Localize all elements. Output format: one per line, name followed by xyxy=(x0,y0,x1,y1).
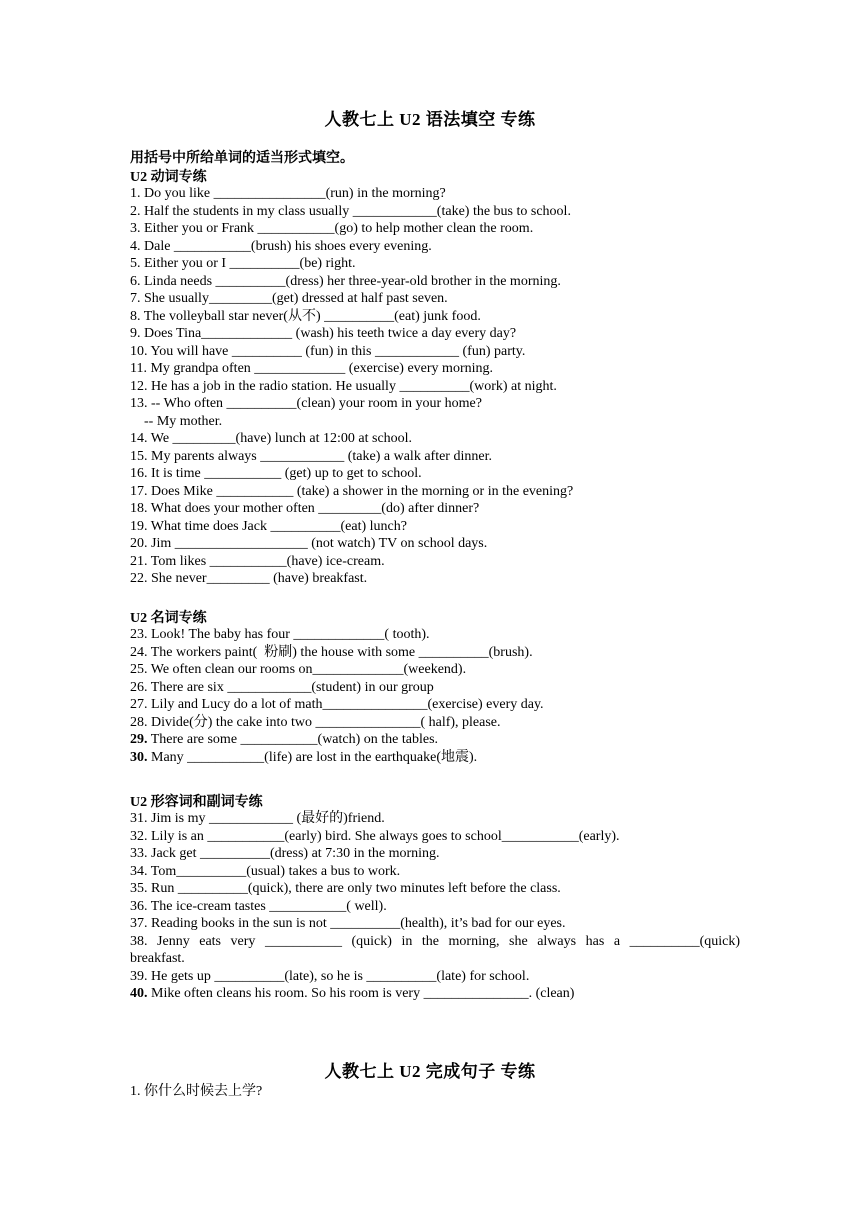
item-text: Many ___________(life) are lost in the earthquake(地震). xyxy=(147,749,478,765)
exercise-item: 13. -- Who often __________(clean) your room in your home? xyxy=(130,396,482,411)
adjective-adverb-exercise-list xyxy=(130,810,740,1003)
page-title: 人教七上 U2 语法填空 专练 xyxy=(324,110,536,129)
exercise-item xyxy=(130,749,740,767)
item-text: We often clean our rooms on_____________(weekend). xyxy=(147,662,467,677)
exercise-item: 14. We _________(have) lunch at 12:00 at school. xyxy=(130,431,413,446)
section-heading-adjectives-adverbs: U2 形容词和副词专练 xyxy=(130,795,263,810)
exercise-item: 3. Either you or Frank ___________(go) to help mother clean the room. xyxy=(130,221,534,236)
instruction: 用括号中所给单词的适当形式填空。 xyxy=(130,151,354,166)
exercise-item: 34. Tom__________(usual) takes a bus to work. xyxy=(130,863,401,879)
exercise-item xyxy=(130,661,740,679)
item-number: 26. xyxy=(130,679,148,695)
item-number: 25. xyxy=(130,662,148,677)
item-number: 28. xyxy=(130,714,148,730)
exercise-item xyxy=(130,644,740,662)
exercise-item: 12. He has a job in the radio station. He usually __________(work) at night. xyxy=(130,378,557,394)
exercise-item: 1. Do you like ________________(run) in the morning? xyxy=(130,186,446,201)
exercise-item: 22. She never_________ (have) breakfast. xyxy=(130,571,368,586)
exercise-item: 19. What time does Jack __________(eat) lunch? xyxy=(130,518,407,534)
exercise-item xyxy=(130,696,740,714)
exercise-item: 36. The ice-cream tastes ___________( well). xyxy=(130,898,387,914)
exercise-item: 5. Either you or I __________(be) right. xyxy=(130,256,356,271)
exercise-item: 16. It is time ___________ (get) up to get to school. xyxy=(130,466,422,481)
exercise-item xyxy=(130,731,740,749)
exercise-item: 6. Linda needs __________(dress) her three-year-old brother in the morning. xyxy=(130,273,561,289)
exercise-item: 17. Does Mike ___________ (take) a shower in the morning or in the evening? xyxy=(130,483,574,499)
exercise-item xyxy=(130,679,740,697)
item-text: Look! The baby has four _____________( tooth). xyxy=(147,627,430,642)
exercise-item: 37. Reading books in the sun is not __________(health), it’s bad for our eyes. xyxy=(130,916,566,931)
exercise-item: 9. Does Tina_____________ (wash) his teeth twice a day every day? xyxy=(130,326,517,341)
item-number: 40. xyxy=(130,986,148,1001)
noun-exercise-list xyxy=(130,626,740,766)
exercise-item: 18. What does your mother often _________(do) after dinner? xyxy=(130,501,480,516)
item-number: 23. xyxy=(130,627,148,642)
second-section-title: 人教七上 U2 完成句子 专练 xyxy=(324,1062,536,1081)
item-number: 27. xyxy=(130,697,148,712)
exercise-item-continuation: -- My mother. xyxy=(144,413,223,429)
item-text: Mike often cleans his room. So his room is very _______________. (clean) xyxy=(147,986,575,1001)
item-text: There are six ____________(student) in our group xyxy=(147,679,434,695)
exercise-item: 31. Jim is my ____________ (最好的)friend. xyxy=(130,811,385,826)
exercise-item: 2. Half the students in my class usually ____________(take) the bus to school. xyxy=(130,203,571,219)
exercise-item: 33. Jack get __________(dress) at 7:30 in the morning. xyxy=(130,846,440,861)
item-number: 30. xyxy=(130,749,148,765)
exercise-item xyxy=(130,626,740,644)
exercise-item-continuation: breakfast. xyxy=(130,951,185,966)
exercise-item: 11. My grandpa often _____________ (exercise) every morning. xyxy=(130,361,493,376)
exercise-item: 15. My parents always ____________ (take) a walk after dinner. xyxy=(130,448,492,464)
exercise-item: 4. Dale ___________(brush) his shoes every evening. xyxy=(130,238,432,254)
item-number: 24. xyxy=(130,644,148,660)
exercise-item: 8. The volleyball star never(从不) __________(eat) junk food. xyxy=(130,308,481,324)
exercise-item: 7. She usually_________(get) dressed at half past seven. xyxy=(130,291,448,306)
exercise-item: 35. Run __________(quick), there are only two minutes left before the class. xyxy=(130,881,561,896)
exercise-item: 10. You will have __________ (fun) in this ____________ (fun) party. xyxy=(130,343,526,359)
verb-exercise-list xyxy=(130,185,740,588)
exercise-item xyxy=(130,714,740,732)
exercise-item: 38. Jenny eats very ___________ (quick) in the morning, she always has a __________(quick) xyxy=(130,933,740,949)
item-text: Lily and Lucy do a lot of math_______________(exercise) every day. xyxy=(147,697,544,712)
exercise-item: 32. Lily is an ___________(early) bird. She always goes to school___________(early). xyxy=(130,828,620,844)
exercise-item: 39. He gets up __________(late), so he is __________(late) for school. xyxy=(130,968,530,984)
section-heading-nouns: U2 名词专练 xyxy=(130,611,207,626)
item-text: The workers paint( 粉刷) the house with some __________(brush). xyxy=(147,644,533,660)
exercise-item xyxy=(130,985,740,1003)
item-text: There are some ___________(watch) on the tables. xyxy=(147,732,439,747)
exercise-item: 21. Tom likes ___________(have) ice-cream. xyxy=(130,553,385,569)
item-text: Divide(分) the cake into two _______________( half), please. xyxy=(147,714,501,730)
item-number: 29. xyxy=(130,732,148,747)
section-heading-verbs: U2 动词专练 xyxy=(130,170,207,185)
exercise-item: 1. 你什么时候去上学? xyxy=(130,1084,263,1099)
exercise-item: 20. Jim ___________________ (not watch) TV on school days. xyxy=(130,536,488,551)
